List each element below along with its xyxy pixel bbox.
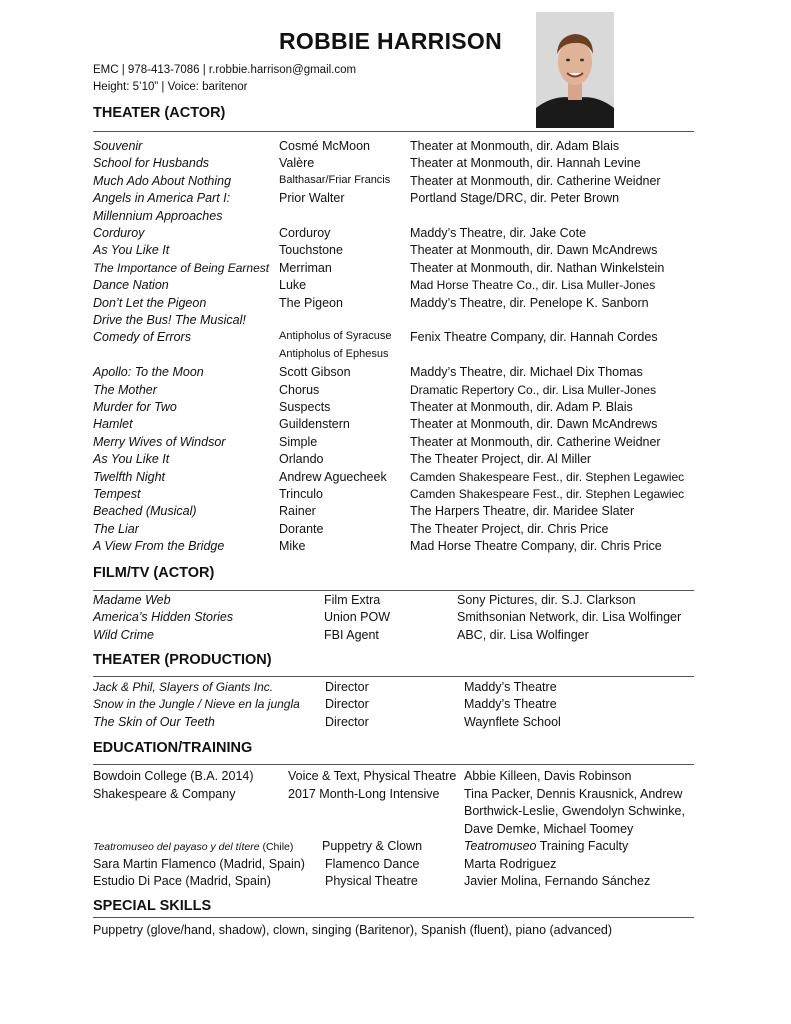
role-name: Prior Walter	[279, 191, 345, 206]
role-name: Guildenstern	[279, 417, 350, 432]
role-name: Luke	[279, 278, 307, 293]
role-name: Cosmé McMoon	[279, 139, 370, 153]
section-heading-special-skills: SPECIAL SKILLS	[93, 898, 212, 914]
edu-teachers: Abbie Killeen, Davis Robinson	[464, 769, 632, 783]
role-name: Trinculo	[279, 487, 323, 501]
venue-director: Theater at Monmouth, dir. Catherine Weidner	[410, 434, 661, 449]
role-name: Antipholus of Ephesus	[279, 347, 389, 360]
role-name: Rainer	[279, 504, 316, 519]
edu-teachers	[464, 839, 628, 853]
role-name: Scott Gibson	[279, 365, 351, 380]
role-name: Suspects	[279, 400, 331, 414]
edu-teachers: Javier Molina, Fernando Sánchez	[464, 874, 651, 888]
venue-director: Maddy’s Theatre, dir. Michael Dix Thomas	[410, 365, 643, 380]
show-title: The Liar	[93, 521, 139, 536]
section-divider	[93, 764, 694, 765]
edu-teachers: Dave Demke, Michael Toomey	[464, 822, 634, 836]
show-title: Murder for Two	[93, 400, 177, 414]
show-title: Hamlet	[93, 417, 133, 432]
show-title: Merry Wives of Windsor	[93, 434, 226, 449]
venue-director: Sony Pictures, dir. S.J. Clarkson	[457, 593, 636, 607]
role-name: Valère	[279, 156, 315, 171]
role-name: Merriman	[279, 260, 332, 275]
edu-school	[93, 841, 293, 853]
show-title: Madame Web	[93, 593, 171, 607]
stats-line: Height: 5’10” | Voice: baritenor	[93, 81, 248, 93]
section-divider	[93, 917, 694, 918]
show-title: The Mother	[93, 382, 157, 397]
venue-director: The Theater Project, dir. Al Miller	[410, 452, 592, 467]
role-name: Andrew Aguecheek	[279, 469, 387, 484]
skills-text: Puppetry (glove/hand, shadow), clown, singing (Baritenor), Spanish (fluent), piano (advanced)	[93, 923, 613, 937]
venue-director: Dramatic Repertory Co., dir. Lisa Muller-Jones	[410, 382, 657, 397]
show-title: As You Like It	[93, 452, 170, 467]
role-name: Dorante	[279, 521, 324, 536]
role-name: Chorus	[279, 382, 320, 397]
show-title: School for Husbands	[93, 156, 210, 171]
venue-director: Waynflete School	[464, 714, 561, 729]
edu-teachers: Tina Packer, Dennis Krausnick, Andrew	[464, 787, 683, 801]
venue-director: Theater at Monmouth, dir. Catherine Weidner	[410, 173, 661, 188]
edu-program: Puppetry & Clown	[322, 839, 423, 853]
show-title: Angels in America Part I:	[93, 191, 231, 206]
role-name: Mike	[279, 539, 306, 554]
venue-director: Maddy’s Theatre, dir. Jake Cote	[410, 226, 587, 240]
show-title: The Skin of Our Teeth	[93, 714, 215, 729]
edu-school: Sara Martin Flamenco (Madrid, Spain)	[93, 857, 305, 871]
venue-director: The Harpers Theatre, dir. Maridee Slater	[410, 504, 635, 519]
show-title: Snow in the Jungle / Nieve en la jungla	[93, 697, 300, 712]
show-title: Twelfth Night	[93, 469, 166, 484]
venue-director: Portland Stage/DRC, dir. Peter Brown	[410, 191, 620, 206]
role-name: Antipholus of Syracuse	[279, 330, 392, 343]
show-title: America’s Hidden Stories	[93, 610, 234, 625]
show-title: Souvenir	[93, 139, 143, 153]
show-title: Don’t Let the Pigeon	[93, 295, 207, 310]
venue-director: Camden Shakespeare Fest., dir. Stephen Legawiec	[410, 469, 685, 484]
edu-teachers: Borthwick-Leslie, Gwendolyn Schwinke,	[464, 804, 685, 818]
edu-teachers-italic: Teatromuseo	[464, 839, 537, 853]
role-name: Union POW	[324, 610, 390, 625]
show-title: Drive the Bus! The Musical!	[93, 313, 246, 327]
edu-school-country: (Chile)	[262, 841, 294, 853]
venue-director: Theater at Monmouth, dir. Adam Blais	[410, 139, 620, 153]
edu-school: Shakespeare & Company	[93, 787, 236, 801]
edu-school-italic: Teatromuseo del payaso y del títere	[93, 841, 260, 853]
role-name: Director	[325, 680, 369, 694]
venue-director: Theater at Monmouth, dir. Dawn McAndrews	[410, 243, 658, 258]
role-name: Orlando	[279, 452, 324, 467]
role-name: FBI Agent	[324, 627, 379, 642]
headshot-photo	[536, 12, 614, 128]
venue-director: Maddy’s Theatre	[464, 697, 557, 712]
edu-program: Flamenco Dance	[325, 857, 420, 871]
venue-director: ABC, dir. Lisa Wolfinger	[457, 627, 589, 642]
venue-director: The Theater Project, dir. Chris Price	[410, 521, 609, 536]
role-name: Simple	[279, 434, 318, 449]
venue-director: Mad Horse Theatre Co., dir. Lisa Muller-Jones	[410, 278, 656, 293]
role-name: The Pigeon	[279, 295, 343, 310]
show-title: Dance Nation	[93, 278, 169, 293]
show-title: Beached (Musical)	[93, 504, 197, 519]
role-name: Director	[325, 714, 369, 729]
show-title: Corduroy	[93, 226, 145, 240]
venue-director: Theater at Monmouth, dir. Nathan Winkelstein	[410, 260, 665, 275]
show-title: Comedy of Errors	[93, 330, 191, 345]
role-name: Corduroy	[279, 226, 331, 240]
venue-director: Fenix Theatre Company, dir. Hannah Cordes	[410, 330, 658, 345]
show-title: The Importance of Being Earnest	[93, 260, 270, 275]
contact-line: EMC | 978-413-7086 | r.robbie.harrison@gmail.com	[93, 64, 357, 76]
section-heading-education: EDUCATION/TRAINING	[93, 740, 253, 756]
role-name: Touchstone	[279, 243, 343, 258]
edu-teachers-rest: Training Faculty	[539, 839, 629, 853]
section-heading-theater-actor: THEATER (ACTOR)	[93, 105, 226, 121]
resume-name: ROBBIE HARRISON	[279, 28, 503, 54]
section-heading-film-tv: FILM/TV (ACTOR)	[93, 565, 215, 581]
venue-director: Mad Horse Theatre Company, dir. Chris Price	[410, 539, 662, 554]
section-divider	[93, 131, 694, 132]
section-divider	[93, 676, 694, 677]
edu-school: Bowdoin College (B.A. 2014)	[93, 769, 254, 783]
venue-director: Maddy’s Theatre	[464, 680, 557, 694]
edu-program: Voice & Text, Physical Theatre	[288, 769, 457, 783]
show-title: Apollo: To the Moon	[93, 365, 204, 380]
section-heading-theater-production: THEATER (PRODUCTION)	[93, 652, 272, 668]
show-title: A View From the Bridge	[93, 539, 225, 554]
show-title: Millennium Approaches	[93, 208, 223, 223]
show-title: Wild Crime	[93, 627, 154, 642]
show-title: Jack & Phil, Slayers of Giants Inc.	[93, 680, 274, 694]
edu-program: Physical Theatre	[325, 874, 418, 888]
edu-school: Estudio Di Pace (Madrid, Spain)	[93, 874, 271, 888]
show-title: As You Like It	[93, 243, 170, 258]
section-divider	[93, 590, 694, 591]
role-name: Film Extra	[324, 593, 381, 607]
show-title: Tempest	[93, 487, 141, 501]
venue-director: Maddy’s Theatre, dir. Penelope K. Sanborn	[410, 295, 649, 310]
venue-director: Theater at Monmouth, dir. Hannah Levine	[410, 156, 641, 171]
venue-director: Theater at Monmouth, dir. Adam P. Blais	[410, 400, 633, 414]
venue-director: Theater at Monmouth, dir. Dawn McAndrews	[410, 417, 658, 432]
venue-director: Camden Shakespeare Fest., dir. Stephen Legawiec	[410, 487, 685, 501]
edu-program: 2017 Month-Long Intensive	[288, 787, 440, 801]
venue-director: Smithsonian Network, dir. Lisa Wolfinger	[457, 610, 682, 625]
role-name: Director	[325, 697, 369, 712]
show-title: Much Ado About Nothing	[93, 173, 232, 188]
role-name: Balthasar/Friar Francis	[279, 173, 391, 186]
edu-teachers: Marta Rodriguez	[464, 857, 557, 871]
